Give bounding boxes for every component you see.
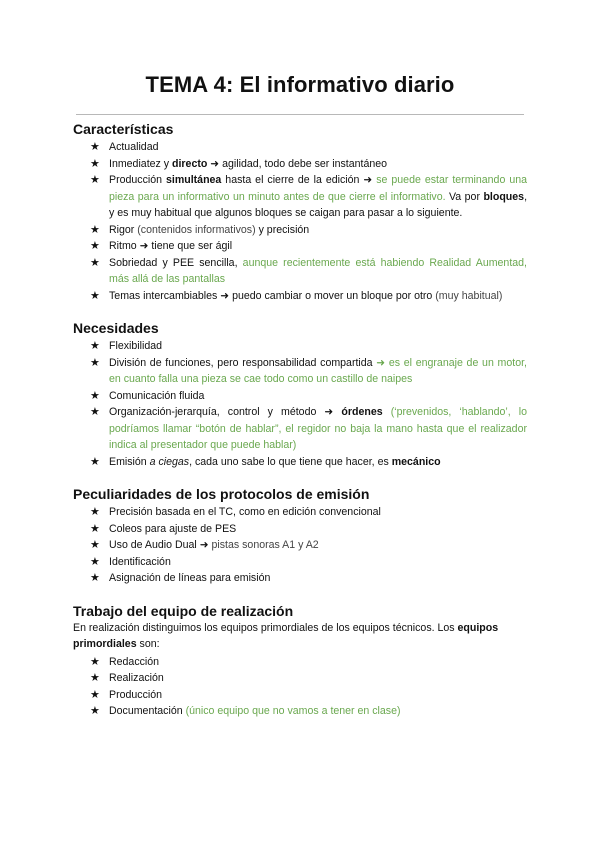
list-item: ★ Inmediatez y directo ➜ agilidad, todo debe ser instantáneo	[73, 156, 527, 173]
star-icon: ★	[90, 240, 100, 252]
section-heading: Trabajo del equipo de realización	[73, 602, 294, 619]
list-item: ★ Redacción	[73, 654, 527, 671]
list-item: ★ Realización	[73, 670, 527, 687]
green-note: (único equipo que no vamos a tener en clase)	[185, 705, 401, 717]
section-heading: Peculiaridades de los protocolos de emisión	[73, 486, 370, 502]
list-item: ★ Rigor (contenidos informativos) y precisión	[73, 222, 527, 239]
page-title: TEMA 4: El informativo diario	[145, 72, 455, 97]
green-note: aunque recientemente está habiendo Realidad Aumentad, más allá de las pantallas	[109, 256, 527, 285]
star-icon: ★	[90, 256, 100, 269]
title-divider	[76, 114, 524, 115]
bullet-list	[73, 139, 527, 304]
list-item: ★ Ritmo ➜ tiene que ser ágil	[73, 238, 527, 255]
bullet-list	[73, 654, 527, 720]
star-icon: ★	[90, 555, 100, 568]
star-icon: ★	[90, 539, 100, 551]
green-note: ➜ es el engranaje de un motor, en cuanto falla una pieza se cae todo como un castillo de naipes	[109, 356, 527, 385]
section-peculiaridades	[73, 485, 527, 587]
list-item: ★ Coleos para ajuste de PES	[73, 521, 527, 538]
section-heading: Características	[73, 121, 174, 137]
section-heading: Necesidades	[73, 320, 159, 336]
list-item: ★ Asignación de líneas para emisión	[73, 570, 527, 587]
list-item: ★ Documentación (único equipo que no vamos a tener en clase)	[73, 703, 527, 720]
list-item: ★ Producción	[73, 687, 527, 704]
list-item: ★ Producción simultánea hasta el cierre de la edición ➜ se puede estar terminando una pieza para un informativo un minuto antes de que cierre el informativo. Va por bloques, y es muy habitual que algunos bloques se caigan para pasar a lo siguiente.	[90, 174, 528, 219]
star-icon: ★	[90, 356, 100, 369]
bullet-list	[73, 504, 527, 587]
star-icon: ★	[90, 406, 100, 418]
bullet-list	[73, 338, 527, 470]
star-icon: ★	[90, 506, 100, 518]
star-icon: ★	[90, 688, 100, 701]
star-icon: ★	[90, 705, 100, 717]
star-icon: ★	[90, 174, 100, 186]
intro-paragraph: En realización distinguimos los equipos primordiales de los equipos técnicos. Los equipos primordiales son:	[73, 621, 499, 650]
document-body	[73, 120, 527, 735]
green-note: (‘prevenidos, ‘hablando’, lo podríamos llamar “botón de hablar”, el regidor no baja la mano hasta que el realizador indica al presentador que puede hablar)	[109, 406, 527, 451]
list-item: ★ Temas intercambiables ➜ puedo cambiar o mover un bloque por otro (muy habitual)	[73, 288, 527, 305]
star-icon: ★	[90, 655, 100, 668]
star-icon: ★	[90, 522, 100, 535]
star-icon: ★	[90, 157, 100, 170]
list-item: ★ Identificación	[73, 554, 527, 571]
list-item: ★ División de funciones, pero responsabilidad compartida ➜ es el engranaje de un motor, en cuanto falla una pieza se cae todo como un castillo de naipes	[90, 356, 527, 385]
list-item: ★ Comunicación fluida	[73, 388, 527, 405]
star-icon: ★	[90, 340, 100, 352]
list-item: ★ Precisión basada en el TC, como en edición convencional	[73, 504, 527, 521]
list-item: ★ Emisión a ciegas, cada uno sabe lo que tiene que hacer, es mecánico	[73, 454, 527, 471]
green-note: se puede estar terminando una pieza para un informativo un minuto antes de que cierre el informativo.	[109, 174, 527, 203]
star-icon: ★	[90, 389, 100, 402]
list-item: ★ Sobriedad y PEE sencilla, aunque recientemente está habiendo Realidad Aumentad, más allá de las pantallas	[90, 256, 527, 285]
star-icon: ★	[90, 455, 100, 468]
section-necesidades	[73, 319, 527, 470]
star-icon: ★	[90, 289, 100, 302]
list-item: ★ Actualidad	[73, 139, 527, 156]
list-item: ★ Uso de Audio Dual ➜ pistas sonoras A1 y A2	[73, 537, 527, 554]
list-item: ★ Flexibilidad	[73, 338, 527, 355]
star-icon: ★	[90, 572, 100, 584]
list-item: ★ Organización-jerarquía, control y método ➜ órdenes (‘prevenidos, ‘hablando’, lo podríamos llamar “botón de hablar”, el regidor no baja la mano hasta que el realizador indica al presentador que puede hablar)	[90, 406, 527, 451]
star-icon: ★	[90, 141, 100, 153]
star-icon: ★	[90, 672, 100, 684]
section-trabajo	[73, 602, 527, 720]
star-icon: ★	[90, 223, 100, 236]
section-caracteristicas	[73, 120, 527, 304]
